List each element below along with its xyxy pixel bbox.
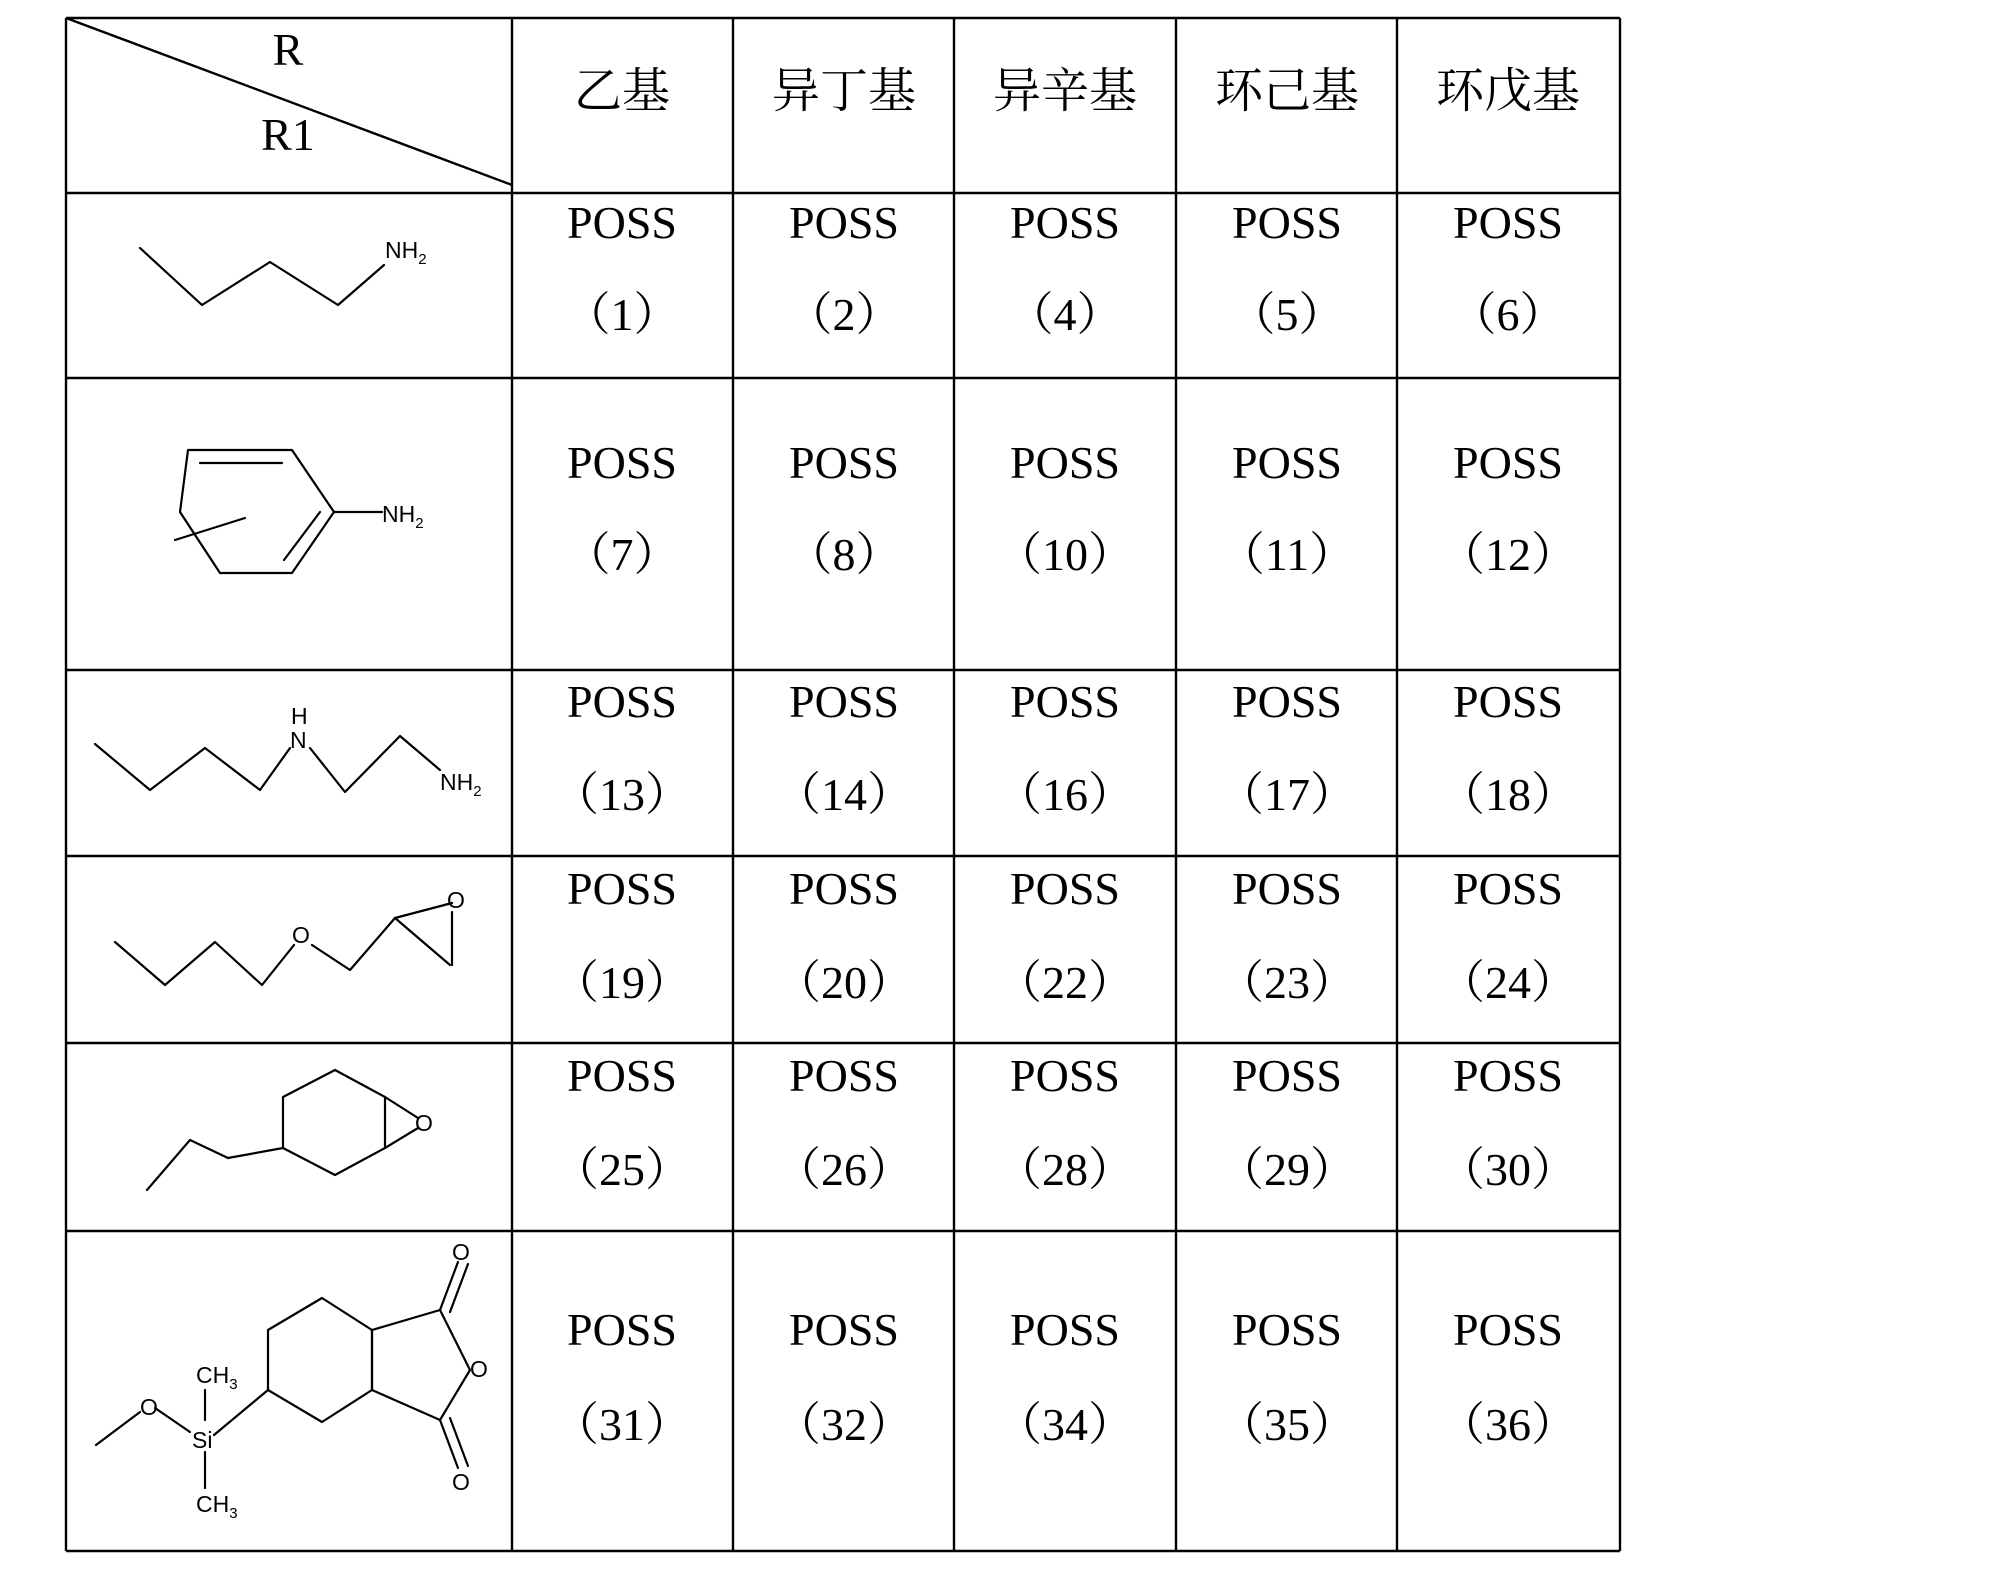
o-label: O [292,922,310,948]
compound-number: （1） [564,289,680,340]
compound-poss-label: POSS [789,437,899,488]
column-headers [574,63,1580,119]
compound-number: （13） [553,769,691,820]
o-label: O [452,1469,470,1495]
compound-number: （31） [553,1399,691,1450]
compound-number: （19） [553,957,691,1008]
compound-number: （32） [775,1399,913,1450]
structure-aminophenyl [175,450,424,573]
svg-text:CH3: $CH_3$ [196,1362,238,1393]
compound-poss-label: POSS [1010,437,1120,488]
compound-number: （17） [1218,769,1356,820]
compound-poss-label: POSS [567,1304,677,1355]
compound-poss-label: POSS [1453,437,1563,488]
compound-poss-label: POSS [1010,1304,1120,1355]
compound-number: （6） [1450,289,1566,340]
compound-poss-label: POSS [1010,197,1120,248]
column-header: 环己基 [1214,63,1360,119]
o-label: O [447,887,465,913]
compound-poss-label: POSS [789,1304,899,1355]
structure-silyl-anhydride [96,1239,488,1522]
compound-number: （25） [553,1144,691,1195]
compound-poss-label: POSS [1453,1050,1563,1101]
compound-number: （8） [786,529,902,580]
compound-poss-label: POSS [567,676,677,727]
compound-number: （7） [564,529,680,580]
compound-poss-label: POSS [1232,1050,1342,1101]
structure-aminoethylaminopropyl [95,703,482,800]
column-header: 异辛基 [992,63,1138,119]
compound-poss-label: POSS [1453,1304,1563,1355]
compound-poss-label: POSS [1232,197,1342,248]
compound-number: （28） [996,1144,1134,1195]
structure-glycidoxypropyl [115,887,465,985]
svg-text:NH2: $NH_2$ [385,237,427,268]
compound-number: （30） [1439,1144,1577,1195]
corner-r1-label: R1 [261,109,315,160]
ch3-label: CH [196,1362,230,1388]
compound-number: （23） [1218,957,1356,1008]
ch3-label: CH [196,1491,230,1517]
compound-poss-label: POSS [789,676,899,727]
compound-poss-label: POSS [567,1050,677,1101]
compound-poss-label: POSS [1010,863,1120,914]
n-label: N [290,727,307,753]
column-header: 环戊基 [1435,63,1581,119]
compound-number: （12） [1439,529,1577,580]
corner-header [66,18,512,185]
compound-number: （16） [996,769,1134,820]
compound-number: （20） [775,957,913,1008]
compound-number: （5） [1229,289,1345,340]
compound-poss-label: POSS [1453,676,1563,727]
compound-number: （26） [775,1144,913,1195]
compound-number: （2） [786,289,902,340]
compound-number: （29） [1218,1144,1356,1195]
nh2-label: NH [385,237,419,263]
column-header: 异丁基 [771,63,917,119]
o-label: O [470,1356,488,1382]
compound-number: （18） [1439,769,1577,820]
compound-poss-label: POSS [567,863,677,914]
compound-poss-label: POSS [789,197,899,248]
compound-poss-label: POSS [789,863,899,914]
compound-poss-label: POSS [1232,676,1342,727]
compound-number: （4） [1007,289,1123,340]
compound-poss-label: POSS [1453,863,1563,914]
compound-poss-label: POSS [1453,197,1563,248]
compound-poss-label: POSS [1232,863,1342,914]
compound-number: （24） [1439,957,1577,1008]
svg-text:NH2: $NH_2$ [382,501,424,532]
compound-poss-label: POSS [1010,676,1120,727]
compound-number: （14） [775,769,913,820]
h-label: H [291,703,308,729]
compound-number: （36） [1439,1399,1577,1450]
compound-number: （22） [996,957,1134,1008]
nh2-label: NH [440,769,474,795]
o-label: O [140,1394,158,1420]
structure-epoxycyclohexyl [147,1070,433,1190]
structure-aminopropyl [140,237,427,305]
compound-poss-label: POSS [1232,437,1342,488]
compound-poss-label: POSS [1232,1304,1342,1355]
compound-number: （34） [996,1399,1134,1450]
compound-poss-label: POSS [567,437,677,488]
compound-number: （11） [1218,529,1356,580]
compound-number: （35） [1218,1399,1356,1450]
compound-poss-label: POSS [1010,1050,1120,1101]
svg-text:NH2: $NH_2$ [440,769,482,800]
compound-poss-label: POSS [567,197,677,248]
si-label: Si [192,1427,213,1453]
nh2-label: NH [382,501,416,527]
svg-text:CH3: $CH_3$ [196,1491,238,1522]
corner-r-label: R [272,24,304,75]
o-label: O [415,1110,433,1136]
compound-number: （10） [996,529,1134,580]
compound-poss-label: POSS [789,1050,899,1101]
o-label: O [452,1239,470,1265]
column-header: 乙基 [573,63,671,119]
compound-cells [553,197,1577,1450]
